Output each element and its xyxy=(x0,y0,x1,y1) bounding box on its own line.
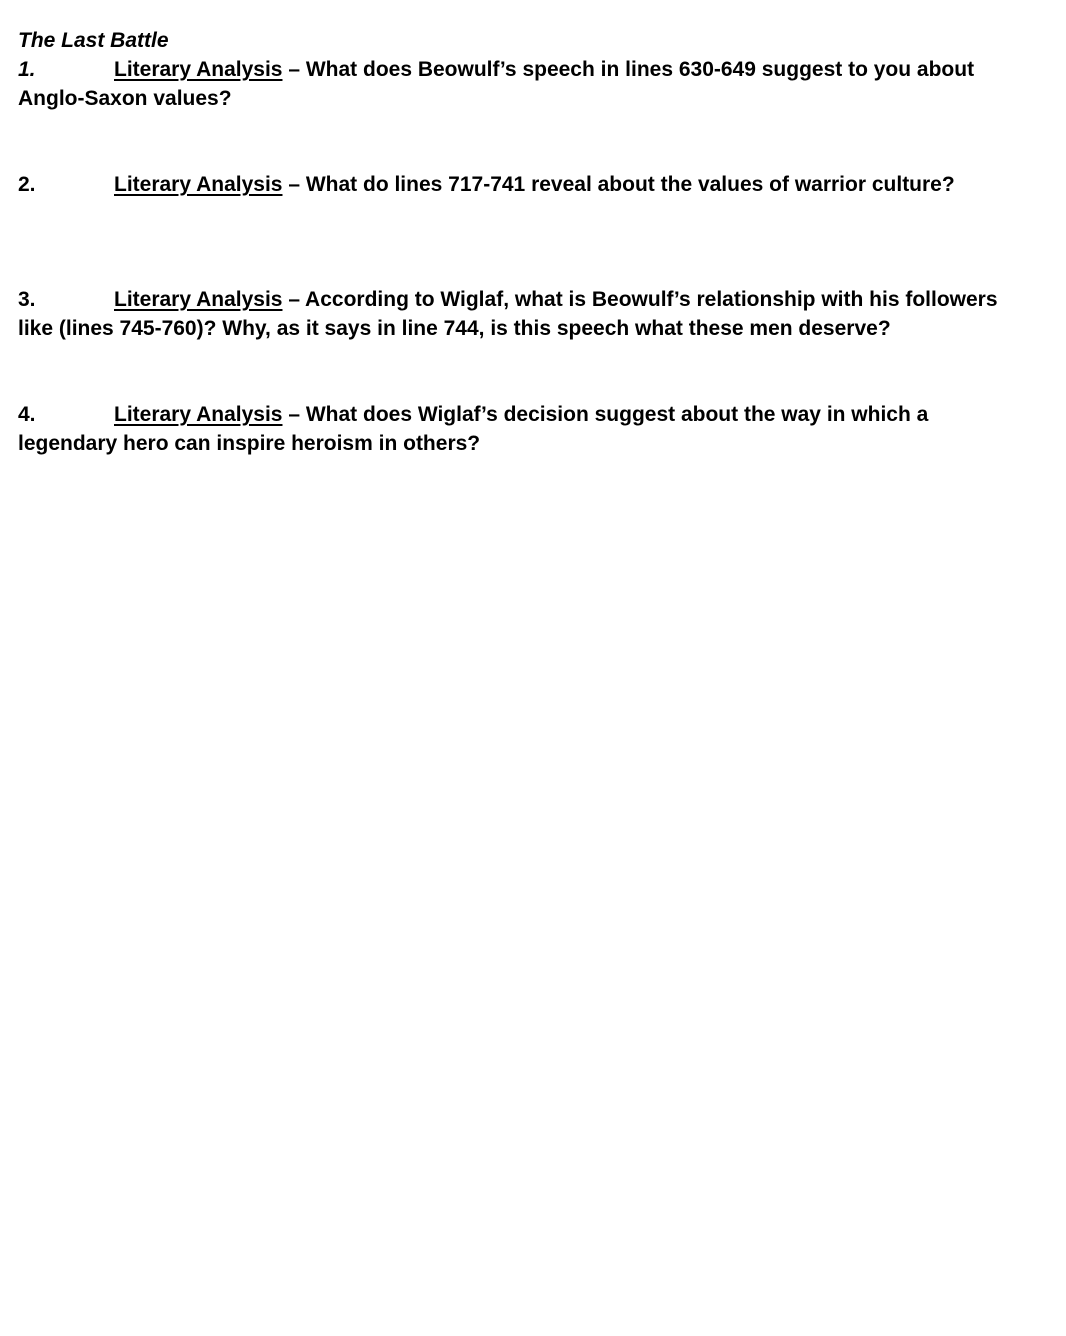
question-1 xyxy=(18,55,1028,113)
question-number: 3. xyxy=(18,288,36,311)
worksheet-page xyxy=(18,26,1028,458)
question-label: Literary Analysis xyxy=(114,58,283,81)
worksheet-title: The Last Battle xyxy=(18,29,169,52)
question-label: Literary Analysis xyxy=(114,173,283,196)
question-label: Literary Analysis xyxy=(114,403,283,426)
question-text: – What do lines 717-741 reveal about the values of warrior culture? xyxy=(282,173,955,196)
question-4 xyxy=(18,400,1028,458)
question-text: – According to Wiglaf, what is Beowulf’s relationship with his followers like (lines 745-760)? Why, as it says in line 744, is this speech what these men deserve? xyxy=(18,288,998,340)
question-text: – What does Wiglaf’s decision suggest about the way in which a legendary hero can inspire heroism in others? xyxy=(18,403,929,455)
question-label: Literary Analysis xyxy=(114,288,283,311)
question-2 xyxy=(18,170,1028,199)
question-text: – What does Beowulf’s speech in lines 630-649 suggest to you about Anglo-Saxon values? xyxy=(18,58,975,110)
question-number: 2. xyxy=(18,173,36,196)
question-3 xyxy=(18,285,1028,343)
question-number: 1. xyxy=(18,58,36,81)
question-number: 4. xyxy=(18,403,36,426)
